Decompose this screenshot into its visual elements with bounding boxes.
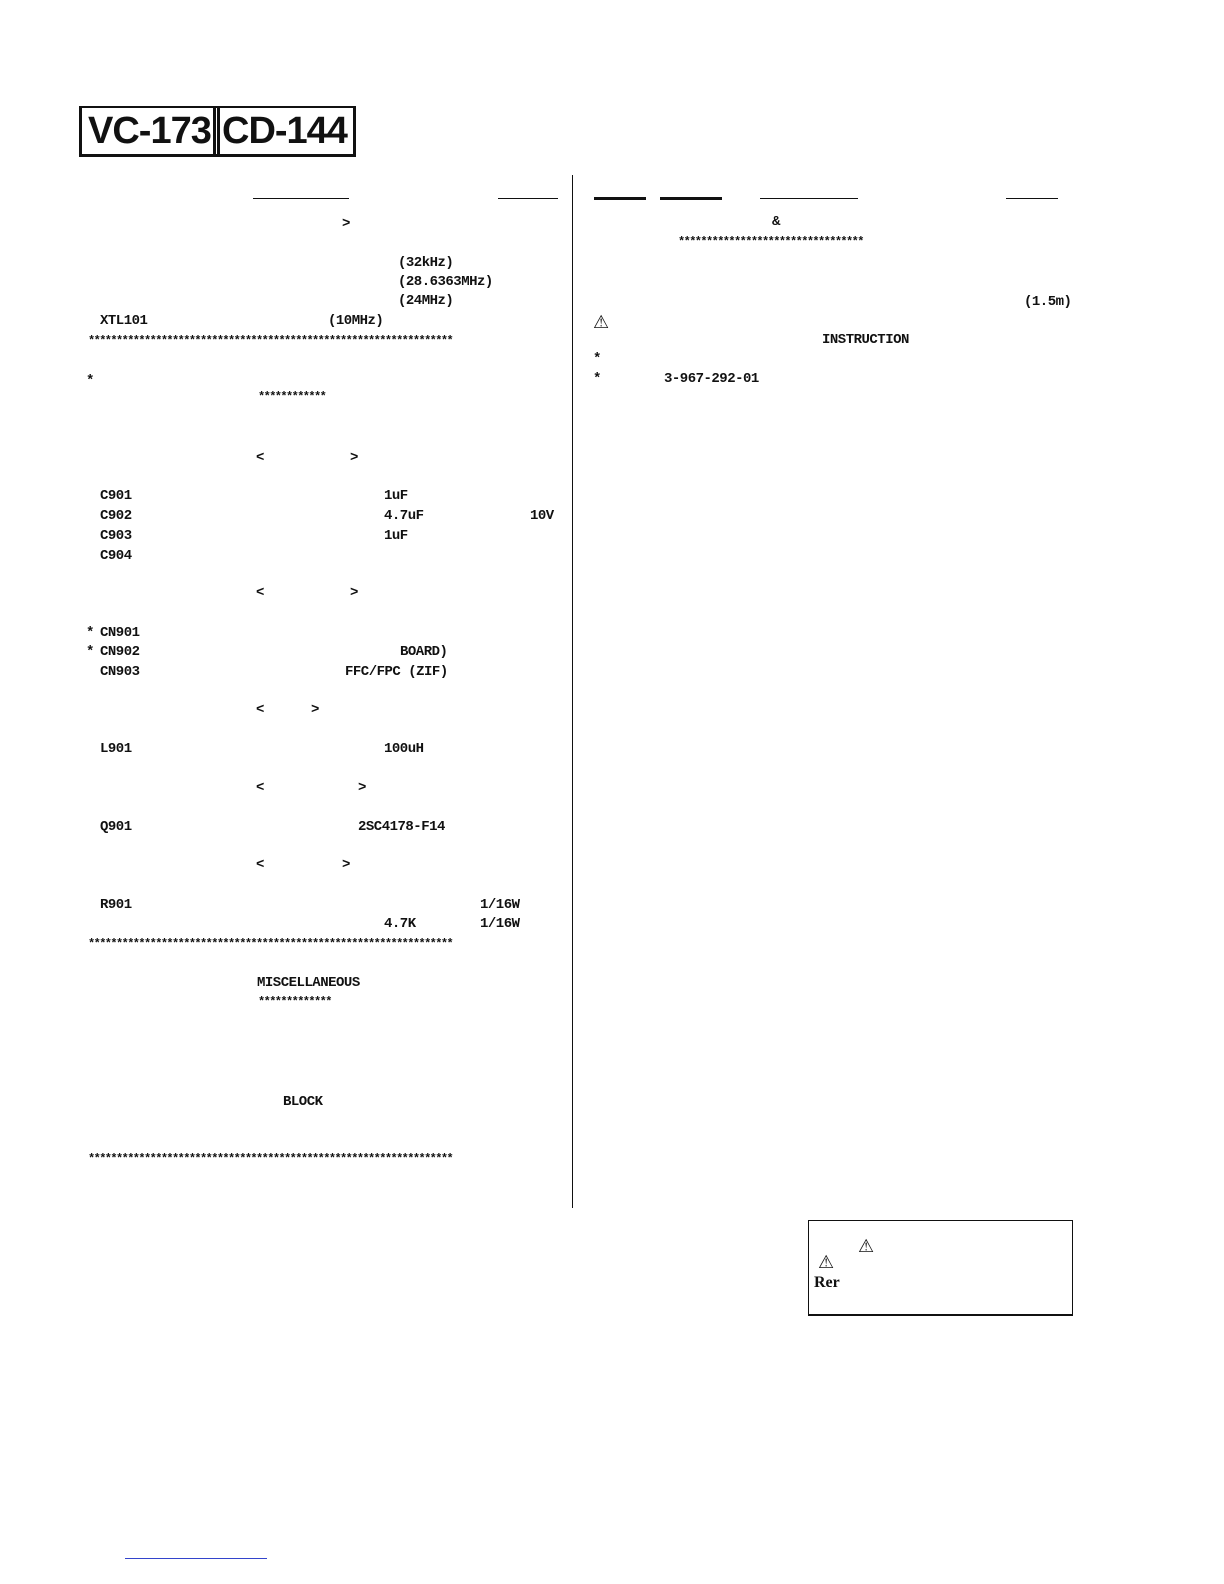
part-ref: CN901 (100, 625, 140, 641)
asterisk-mark: * (86, 625, 94, 641)
heading-underline-stars: ********************************* (678, 235, 863, 249)
section-bracket-open: < (256, 780, 264, 796)
part-rating: 10V (530, 508, 554, 524)
crystal-freq: (24MHz) (398, 293, 454, 309)
part-ref: C902 (100, 508, 132, 524)
crystal-bracket: > (342, 216, 350, 232)
warning-text: Rer (814, 1274, 840, 1291)
part-rating: 1/16W (480, 916, 520, 932)
section-bracket-close: > (358, 780, 366, 796)
section-bracket-close: > (311, 702, 319, 718)
part-ref: Q901 (100, 819, 132, 835)
part-ref: C903 (100, 528, 132, 544)
model-label-cd144: CD-144 (213, 106, 356, 157)
header-rule (760, 198, 858, 199)
asterisk-mark: * (593, 371, 601, 387)
part-value: 4.7uF (384, 508, 424, 524)
separator-stars: ***************************************************************** (88, 334, 453, 348)
warning-triangle-icon: ⚠ (818, 1252, 835, 1273)
ampersand: & (772, 214, 780, 230)
header-rule (498, 198, 558, 199)
part-value: 1uF (384, 528, 408, 544)
part-ref: R901 (100, 897, 132, 913)
column-divider (572, 175, 573, 1208)
section-bracket-open: < (256, 450, 264, 466)
asterisk-mark: * (86, 373, 94, 389)
part-rating: 1/16W (480, 897, 520, 913)
section-bracket-close: > (350, 585, 358, 601)
section-bracket-open: < (256, 702, 264, 718)
heading-underline-stars: ************* (258, 995, 331, 1009)
part-ref: CN903 (100, 664, 140, 680)
asterisk-mark: * (593, 351, 601, 367)
part-desc: INSTRUCTION (822, 332, 909, 348)
part-value: (1.5m) (1024, 294, 1072, 310)
separator-stars: ***************************************************************** (88, 1152, 453, 1166)
part-desc: BLOCK (283, 1094, 323, 1110)
model-label-vc173: VC-173 (79, 106, 220, 157)
header-rule (660, 197, 722, 200)
asterisk-mark: * (86, 644, 94, 660)
footer-rule (125, 1558, 267, 1559)
part-ref: L901 (100, 741, 132, 757)
caution-icon: ⚠ (593, 312, 610, 333)
header-rule (594, 197, 646, 200)
part-ref: C901 (100, 488, 132, 504)
section-bracket-open: < (256, 585, 264, 601)
safety-warning-box (808, 1220, 1073, 1316)
section-bracket-close: > (350, 450, 358, 466)
part-ref: C904 (100, 548, 132, 564)
heading-underline-stars: ************ (258, 390, 326, 404)
crystal-freq: (10MHz) (328, 313, 384, 329)
part-ref: XTL101 (100, 313, 148, 329)
section-bracket-close: > (342, 857, 350, 873)
crystal-freq: (32kHz) (398, 255, 454, 271)
part-value: 2SC4178-F14 (358, 819, 445, 835)
part-desc: FFC/FPC (ZIF) (345, 664, 448, 680)
separator-stars: ***************************************************************** (88, 937, 453, 951)
part-desc: BOARD) (400, 644, 448, 660)
section-bracket-open: < (256, 857, 264, 873)
header-rule (253, 198, 349, 199)
header-rule (1006, 198, 1058, 199)
part-ref: CN902 (100, 644, 140, 660)
part-number: 3-967-292-01 (664, 371, 759, 387)
crystal-freq: (28.6363MHz) (398, 274, 493, 290)
part-value: 1uF (384, 488, 408, 504)
part-value: 100uH (384, 741, 424, 757)
section-heading: MISCELLANEOUS (257, 975, 360, 991)
warning-triangle-icon: ⚠ (858, 1236, 875, 1257)
part-value: 4.7K (384, 916, 416, 932)
